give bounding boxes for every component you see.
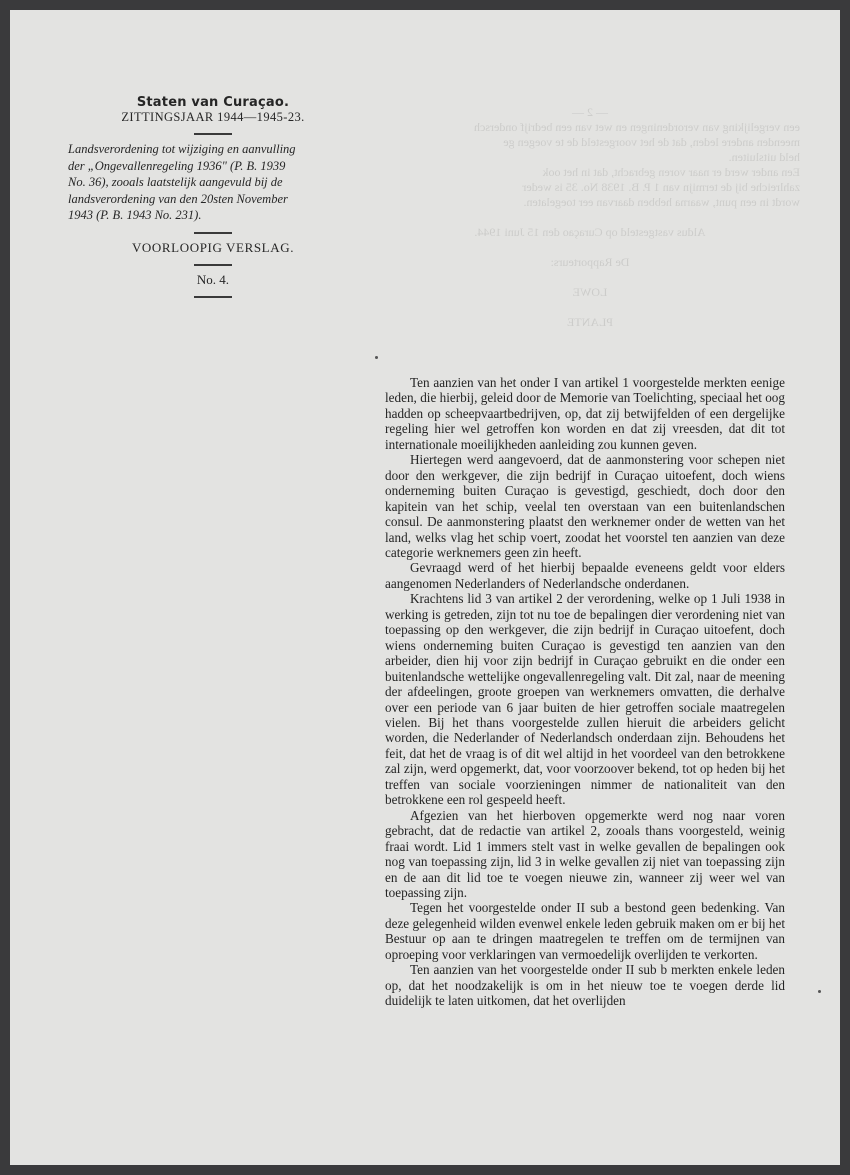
divider [194,264,232,266]
bleed-line: Aldus vastgesteld op Curaçao den 15 Juni 1944. [474,225,706,239]
bleed-line [380,210,800,225]
divider [194,232,232,234]
body-paragraph: Ten aanzien van het voorgestelde onder II sub b merkten enkele leden op, dat het noodzakelijk is om in het nieuw toe te voegen derde lid duidelijk te laten uitkomen, dat het overlijden [385,962,785,1009]
ink-speck [818,990,821,993]
bleed-through-text [380,105,800,330]
body-paragraph: Afgezien van het hierboven opgemerkte werd nog naar voren gebracht, dat de redactie van artikel 2, zooals thans voorgesteld, weinig fraai wordt. Lid 1 immers stelt vast in welke gevallen de bepalingen ook nog van toepassing zijn, lid 3 in welke gevallen zij niet van toepassing zijn en de aan dit lid toe te voegen nieuwe zin, wanneer zij weer wel van toepassing zijn. [385,807,785,900]
bleed-line: PLANTE [567,315,613,329]
divider [194,296,232,298]
bleed-line [380,240,800,255]
report-title: VOORLOOPIG VERSLAG. [131,239,295,255]
subject-line: landsverordening van den 20sten November [68,191,288,206]
bleed-line [380,300,800,315]
bleed-line: zahlreiche bij de termijn van 1 P. B. 1938 No. 35 is weder [522,180,800,194]
report-body [385,375,785,1009]
body-paragraph: Ten aanzien van het onder I van artikel 1 voorgestelde merkten eenige leden, die hierbij, geleid door de Memorie van Toelichting, speciaal het oog hadden op scheepvaartbedrijven, op, dat zij betwijfelden of een dergelijke regeling hier wel getroffen kon worden en dat zij vreesden, dat dit tot internationale moeilijkheden aanleiding zou kunnen geven. [385,375,785,452]
bleed-line: LOWE [572,285,608,299]
bleed-line: een vergelijking van verordeningen en wet van een bedrijf ondersch [474,120,800,134]
document-header [68,95,358,304]
session-year: ZITTINGSJAAR 1944—1945-23. [121,110,305,124]
body-paragraph: Tegen het voorgestelde onder II sub a bestond geen bedenking. Van deze gelegenheid wilden evenwel enkele leden gebruik maken om er bij het Bestuur op aan te dringen maatregelen te treffen om de termijnen van oproeping voor verklaringen van vermoedelijk overlijden te verkorten. [385,900,785,962]
ink-speck [375,356,378,359]
subject-line: No. 36), zooals laatstelijk aangevuld bij de [68,175,283,189]
institution-title: Staten van Curaçao. [136,95,290,110]
body-paragraph: Krachtens lid 3 van artikel 2 der verordening, welke op 1 Juli 1938 in werking is getreden, zijn tot nu toe de bepalingen dier verordening niet van toepassing op den werkgever, die zijn bedrijf in Curaçao uitoefent, doch wiens onderneming buiten Curaçao is gevestigd ten aanzien van den arbeider, dien hij voor zijn bedrijf in Curaçao gebruikt en die onder een buitenlandsche wettelijke ongevallenregeling valt. Dit zal, naar de meening der afdeelingen, groote groepen van werknemers omvatten, die derhalve over een periode van 6 jaar buiten de hier getroffen sociale maatregelen vielen. Bij het thans voorgestelde zullen hieruit die arbeiders gelicht worden, die Nederlander of Nederlandsch onderdaan zijn. Behoudens het feit, dat het de vraag is of dit wel altijd in het voordeel van den betrokkene zal zijn, werd opgemerkt, dat, voor voorzoover bekend, tot op heden bij het treffen van sociale voorzieningen nimmer de nationaliteit van den betrokkene een rol gespeeld heeft. [385,591,785,808]
bleed-line: held uitsluiten. [728,150,800,164]
subject-line: der „Ongevallenregeling 1936" (P. B. 1939 [68,158,286,173]
bleed-line: Een ander werd er naar voren gebracht, dat in het ook [542,165,800,179]
bleed-line: meenden andere leden, dat de het voorgesteld de te voegen ge [503,135,800,149]
subject-description [68,141,358,224]
bleed-page-number: — 2 — [572,105,608,119]
document-number: No. 4. [196,271,230,287]
bleed-line [380,270,800,285]
body-paragraph: Gevraagd werd of het hierbij bepaalde eveneens geldt voor elders aangenomen Nederlanders of Nederlandsche onderdanen. [385,560,785,591]
bleed-line: De Rapporteurs: [550,255,630,269]
subject-line: Landsverordening tot wijziging en aanvulling [68,142,296,156]
divider [194,133,232,135]
document-page [10,10,840,1165]
bleed-line: wordt in een punt, waarna hebben daarvan eer toegelaten. [523,195,800,209]
subject-line: 1943 (P. B. 1943 No. 231). [68,208,202,222]
body-paragraph: Hiertegen werd aangevoerd, dat de aanmonstering voor schepen niet door den werkgever, die zijn bedrijf in Curaçao uitoefent, doch wiens onderneming buiten Curaçao is gevestigd, geschiedt, doch door den kapitein van het schip, veelal ten overstaan van een buitenlandschen consul. De aanmonstering plaatst den werknemer onder de wetten van het land, welks vlag het schip voert, zoodat het voorstel ten aanzien van deze categorie werknemers geen zin heeft. [385,452,785,560]
